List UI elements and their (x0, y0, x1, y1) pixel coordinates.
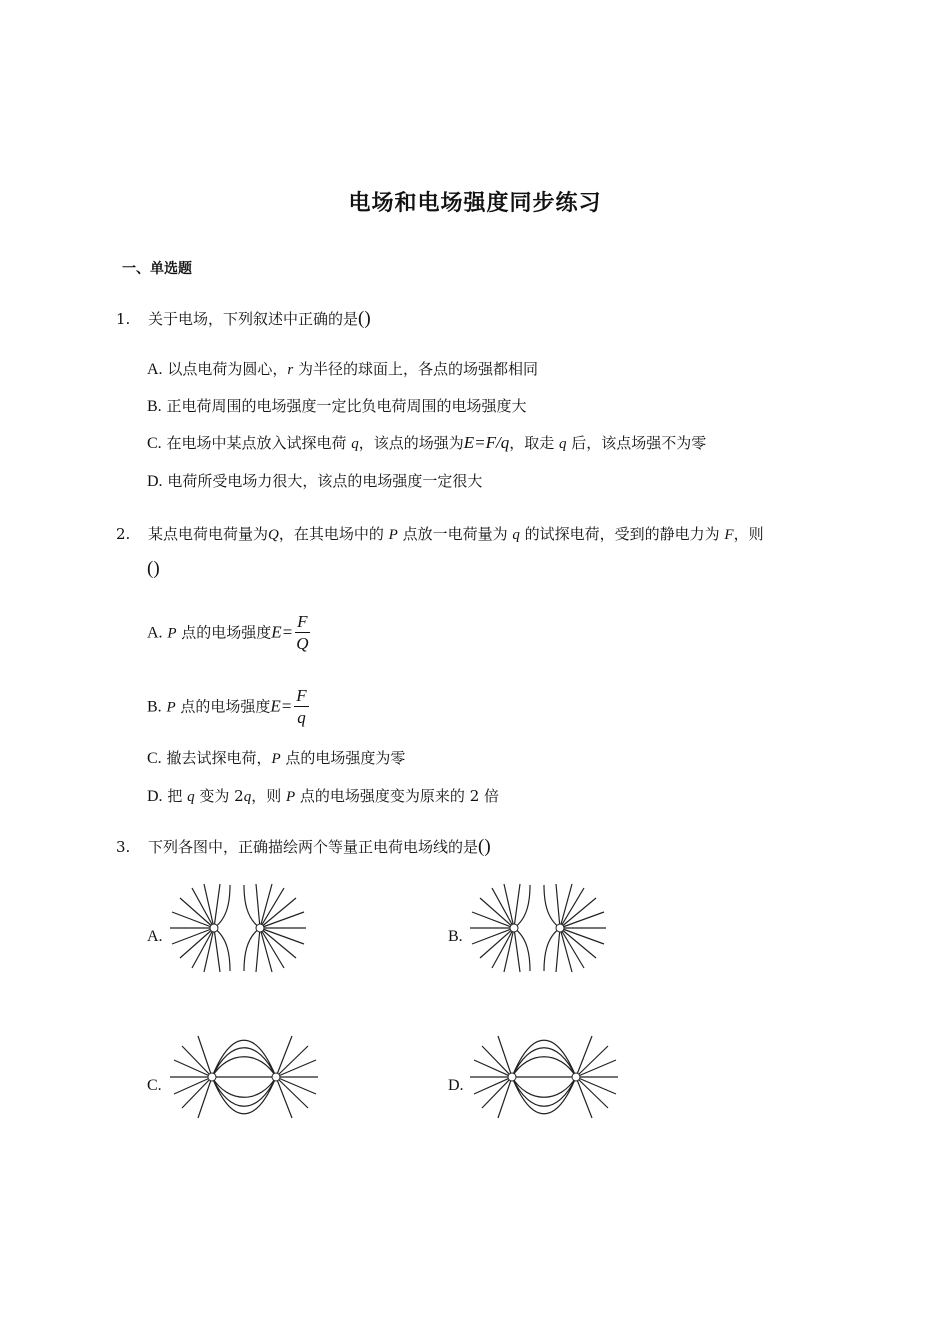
option-label: D. (147, 788, 163, 805)
question-3 (116, 830, 491, 864)
option-label: B. (448, 928, 463, 945)
q2-option-c (147, 747, 405, 770)
option-label: D. (147, 473, 163, 490)
answer-paren: () (478, 836, 491, 857)
option-label: A. (147, 361, 163, 378)
question-stem: 点放一电荷量为 (397, 525, 513, 543)
denominator: Q (296, 634, 309, 653)
question-stem: 关于电场，下列叙述中正确的是 (148, 310, 359, 328)
option-text: 为半径的球面上，各点的场强都相同 (293, 360, 538, 378)
variable: P (285, 789, 296, 805)
formula: E=F/q (463, 433, 510, 452)
document-title: 电场和电场强度同步练习 (348, 191, 602, 216)
q3-option-a-label (147, 925, 163, 948)
option-label: C. (147, 435, 162, 452)
option-text: 正电荷周围的电场强度一定比负电荷周围的电场强度大 (161, 397, 527, 415)
option-text: 变为 2 (194, 787, 244, 805)
positive-charge-icon (208, 1073, 216, 1081)
q3-option-b-label (448, 925, 463, 948)
option-text: 点的电场强度为零 (280, 749, 406, 767)
field-line-diagram-a (168, 880, 308, 975)
q2-answer-paren-line (147, 552, 160, 586)
q1-option-a (147, 358, 538, 381)
numerator: F (296, 686, 307, 705)
question-stem: ，在其电场中的 (278, 525, 389, 543)
option-text: ，取走 (509, 434, 559, 452)
option-text: 点的电场强度 (175, 697, 271, 716)
option-label: C. (147, 750, 162, 767)
positive-charge-icon (210, 924, 218, 932)
variable: P (167, 625, 177, 642)
option-text: ，则 (251, 787, 286, 805)
q1-option-b (147, 395, 526, 418)
question-stem: 下列各图中，正确描绘两个等量正电荷电场线的是 (148, 838, 479, 856)
option-label: B. (147, 698, 162, 716)
fraction (294, 686, 308, 729)
question-stem: ，则 (733, 525, 764, 543)
question-number: 2. (116, 525, 131, 543)
numerator: F (297, 612, 308, 631)
field-line-diagram-c (168, 1030, 323, 1120)
answer-paren: () (147, 558, 160, 579)
option-label: A. (147, 624, 163, 642)
option-label: B. (147, 398, 162, 415)
option-label: D. (448, 1077, 464, 1094)
q1-option-d (147, 470, 482, 493)
positive-charge-icon (272, 1073, 280, 1081)
variable: q (351, 436, 359, 452)
option-text: 把 (162, 787, 188, 805)
radial-field-lines-right (244, 884, 306, 972)
positive-charge-icon (508, 1073, 516, 1081)
option-label: A. (147, 928, 163, 945)
answer-paren: () (358, 308, 371, 329)
denominator: q (297, 708, 306, 727)
variable: P (166, 699, 176, 716)
option-text: 后，该点场强不为零 (566, 434, 707, 452)
q2-option-b (147, 686, 309, 729)
variable: q (512, 527, 520, 543)
question-stem: 某点电荷电荷量为 (148, 525, 269, 543)
field-line-diagram-d (468, 1030, 623, 1120)
field-line-diagram-b (468, 880, 608, 975)
question-1 (116, 302, 371, 336)
q1-option-c (147, 432, 706, 455)
option-text: 点的电场强度 (176, 623, 272, 642)
q2-option-a (147, 612, 310, 655)
variable: q (558, 436, 567, 452)
variable: P (271, 751, 281, 767)
variable: Q (268, 527, 279, 543)
variable: q (187, 789, 195, 805)
formula-lhs: E= (271, 622, 294, 642)
radial-field-lines-left (170, 884, 230, 972)
variable: r (287, 362, 294, 378)
question-number: 1. (116, 310, 131, 328)
option-label: C. (147, 1077, 162, 1094)
positive-charge-icon (572, 1073, 580, 1081)
option-text: ，该点的场强为 (358, 434, 464, 452)
q2-option-d (147, 785, 499, 808)
question-2 (116, 517, 836, 552)
formula-lhs: E= (270, 696, 293, 716)
q3-option-d-label (448, 1074, 464, 1097)
fraction (295, 612, 309, 655)
question-number: 3. (116, 838, 131, 856)
positive-charge-icon (510, 924, 518, 932)
variable: P (388, 527, 398, 543)
option-text: 以点电荷为圆心， (162, 360, 288, 378)
section-heading: 一、单选题 (122, 261, 192, 277)
option-text: 电荷所受电场力很大，该点的电场强度一定很大 (162, 472, 483, 490)
option-text: 点的电场强度变为原来的 2 倍 (295, 787, 500, 805)
variable: q (243, 789, 252, 805)
variable: F (724, 527, 734, 543)
option-text: 撤去试探电荷， (161, 749, 272, 767)
q3-option-c-label (147, 1074, 162, 1097)
positive-charge-icon (556, 924, 564, 932)
question-stem: 的试探电荷，受到的静电力为 (519, 525, 725, 543)
positive-charge-icon (256, 924, 264, 932)
option-text: 在电场中某点放入试探电荷 (161, 434, 352, 452)
